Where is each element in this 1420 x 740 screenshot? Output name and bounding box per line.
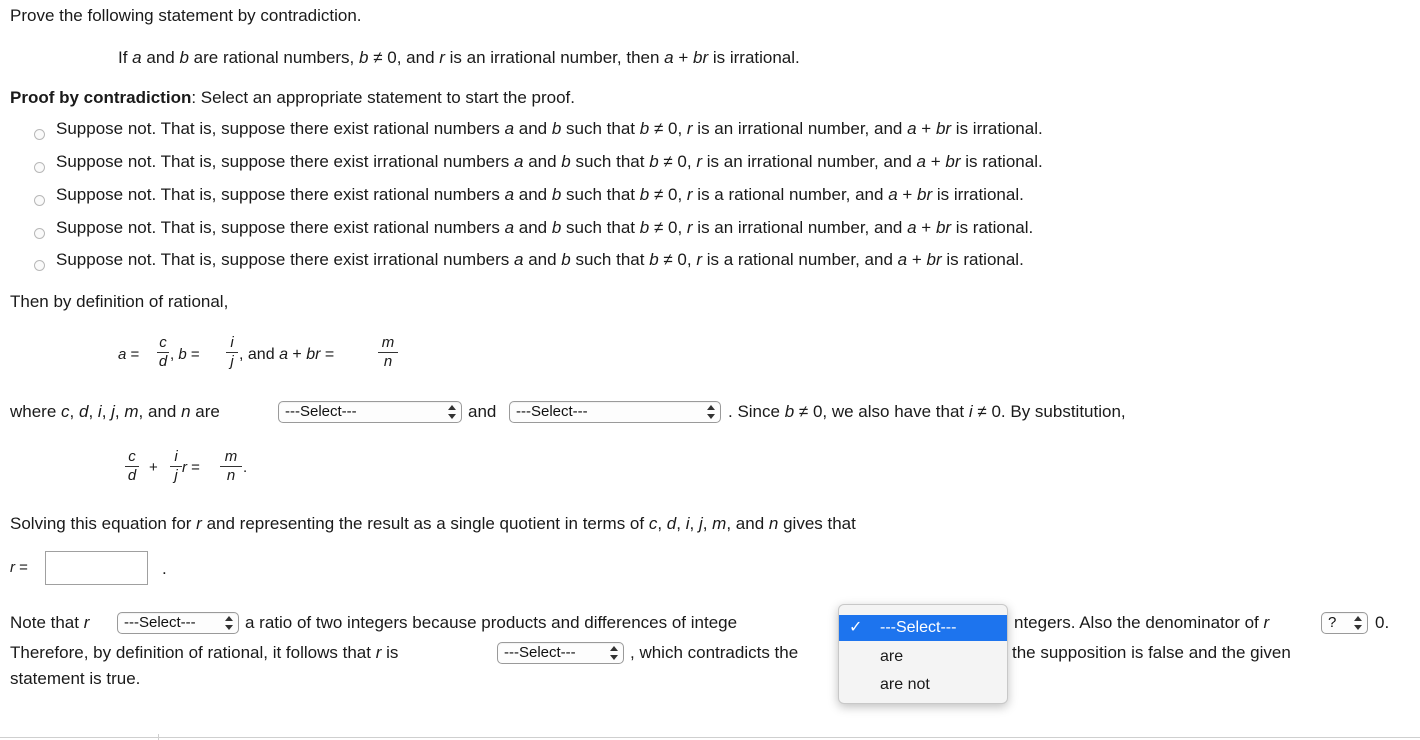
select-cdijmn-type-2[interactable]: ---Select--- [509, 401, 721, 423]
instruction: Prove the following statement by contradiction. [10, 6, 362, 25]
note-text-start: Note that r [10, 613, 90, 632]
since-text: . Since b ≠ 0, we also have that i ≠ 0. By substitution, [728, 402, 1126, 421]
final-line: statement is true. [10, 669, 141, 688]
updown-arrows-icon [225, 616, 233, 630]
radio-button[interactable] [34, 129, 45, 140]
select-cdijmn-type-1[interactable]: ---Select--- [278, 401, 462, 423]
r-period: . [162, 559, 167, 578]
theorem-statement: If a and b are rational numbers, b ≠ 0, and r is an irrational number, then a + br is irrational. [118, 48, 800, 67]
fraction-i-over-j: i j [170, 449, 182, 484]
therefore-text-start: Therefore, by definition of rational, it follows that r is [10, 643, 399, 662]
option-text[interactable]: Suppose not. That is, suppose there exist rational numbers a and b such that b ≠ 0, r is an irrational number, and a + br is irrational. [56, 119, 1043, 138]
proof-heading: Proof by contradiction: Select an appropriate statement to start the proof. [10, 88, 576, 107]
fraction-i-over-j: i j [226, 335, 238, 370]
fraction-m-over-n: m n [378, 335, 398, 370]
r-equals-label: r = [10, 559, 28, 576]
dropdown-option-are[interactable]: are [880, 648, 904, 665]
dropdown-option-select[interactable]: ✓ ---Select--- [839, 615, 1007, 641]
fraction-c-over-d: c d [158, 334, 168, 370]
select-r-rationality[interactable]: ---Select--- [497, 642, 624, 664]
option-text[interactable]: Suppose not. That is, suppose there exist irrational numbers a and b such that b ≠ 0, r is an irrational number, and a + br is rational. [56, 152, 1043, 171]
where-line-text: where c, d, i, j, m, and n are [10, 402, 220, 421]
fraction-c-over-d: c d [125, 449, 139, 484]
select-r-ratio[interactable]: ---Select--- [117, 612, 239, 634]
solving-line: Solving this equation for r and representing the result as a single quotient in terms of c, d, i, j, m, and n gives that [10, 514, 856, 533]
bottom-divider-tick [158, 734, 159, 740]
note-text-middle: a ratio of two integers because products and differences of intege [245, 613, 738, 632]
bottom-divider [0, 737, 1420, 738]
where-and-text: and [468, 402, 497, 421]
option-text[interactable]: Suppose not. That is, suppose there exist irrational numbers a and b such that b ≠ 0, r is a rational number, and a + br is rational. [56, 250, 1024, 269]
dropdown-option-are-not[interactable]: are not [880, 676, 930, 693]
note-text-end: ntegers. Also the denominator of r [1014, 613, 1270, 632]
updown-arrows-icon [1354, 616, 1362, 630]
note-zero: 0. [1375, 613, 1390, 632]
updown-arrows-icon [707, 405, 715, 419]
radio-button[interactable] [34, 260, 45, 271]
fraction-m-over-n: m n [220, 449, 242, 484]
radio-button[interactable] [34, 195, 45, 206]
r-answer-input[interactable] [45, 551, 148, 585]
option-text[interactable]: Suppose not. That is, suppose there exist rational numbers a and b such that b ≠ 0, r is a rational number, and a + br is irrational. [56, 185, 1024, 204]
radio-button[interactable] [34, 228, 45, 239]
checkmark-icon: ✓ [849, 619, 863, 636]
therefore-text-middle: , which contradicts the [630, 643, 799, 662]
radio-button[interactable] [34, 162, 45, 173]
definition-line: Then by definition of rational, [10, 292, 229, 311]
therefore-text-end: the supposition is false and the given [1012, 643, 1291, 662]
select-denominator-relation[interactable]: ? [1321, 612, 1368, 634]
dropdown-menu [838, 604, 1008, 704]
updown-arrows-icon [448, 405, 456, 419]
option-text[interactable]: Suppose not. That is, suppose there exist rational numbers a and b such that b ≠ 0, r is an irrational number, and a + br is rational. [56, 218, 1034, 237]
updown-arrows-icon [610, 646, 618, 660]
